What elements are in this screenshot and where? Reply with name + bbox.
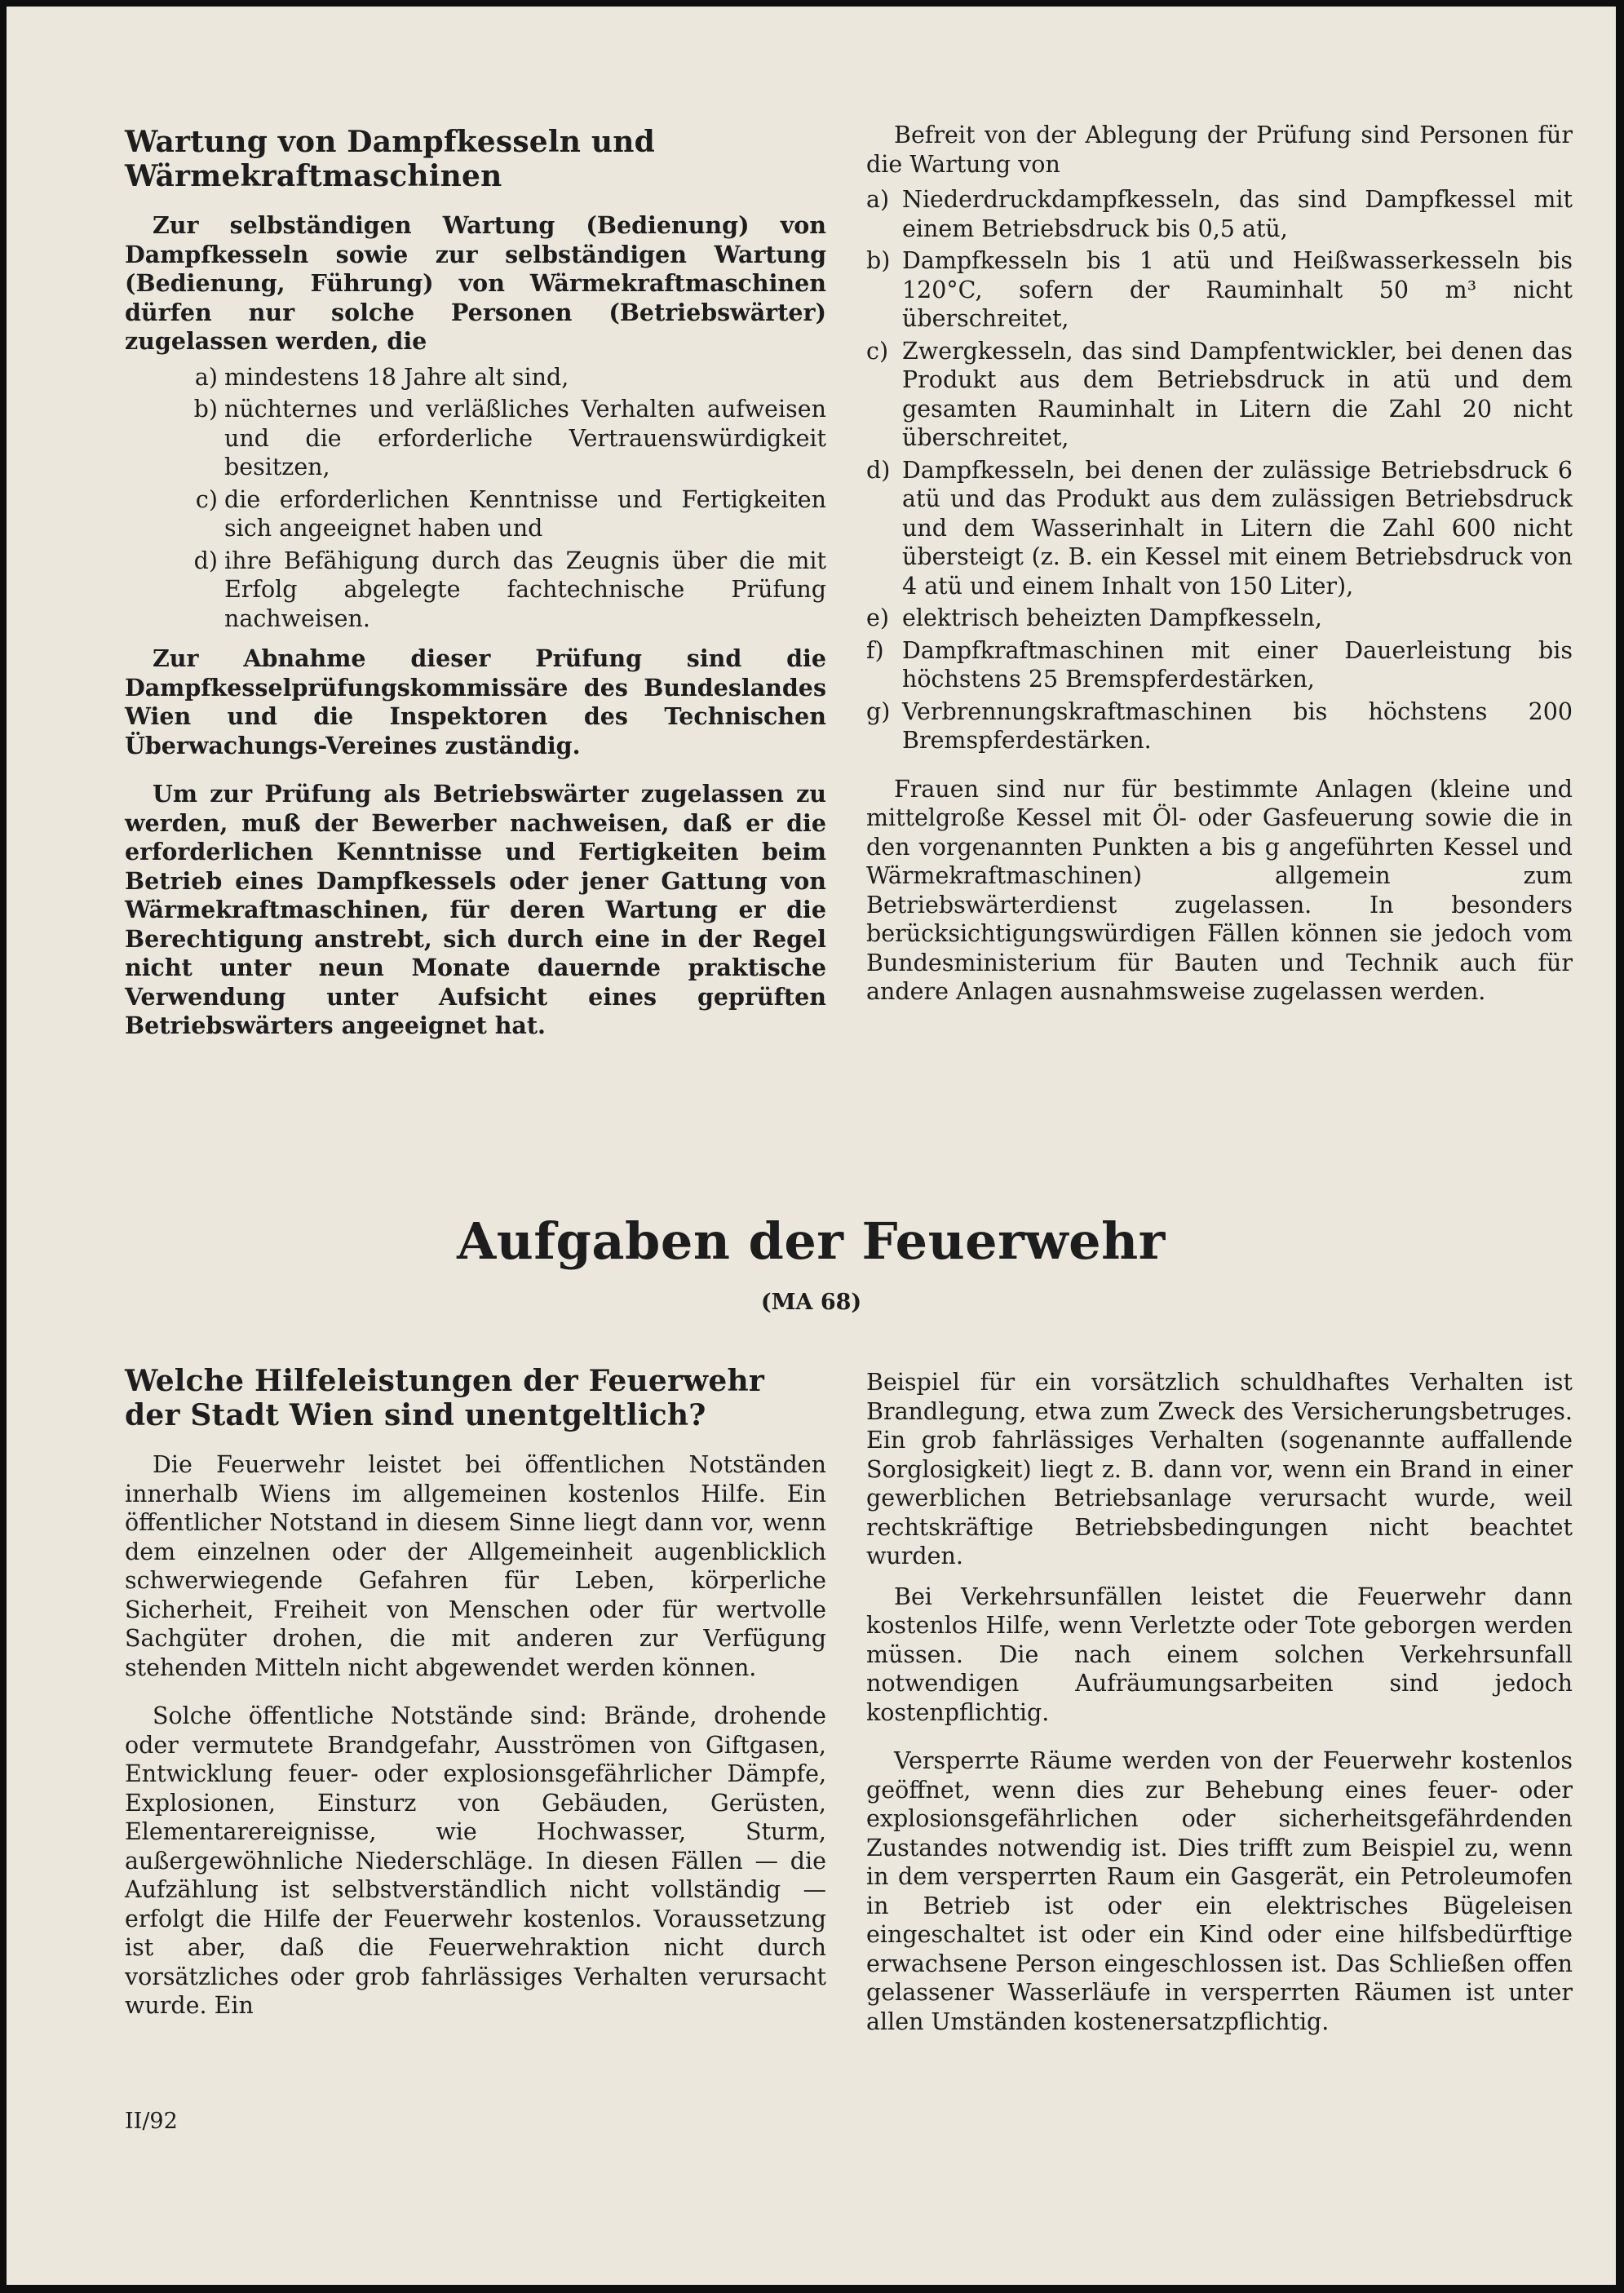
list-marker: b) xyxy=(193,396,218,423)
list-item xyxy=(866,246,1573,334)
list-marker: e) xyxy=(866,604,889,631)
document-page xyxy=(7,7,1616,2285)
list-item xyxy=(125,363,826,392)
paragraph: Solche öffentliche Notstände sind: Brände, drohende oder vermutete Brandgefahr, Ausströmen von Giftgasen, Entwicklung feuer- oder explosionsgefährlicher Dämpfe, Explosionen, Einsturz von Gebäuden, Gerüsten, Elementarereignisse, wie Hochwasser, Sturm, außergewöhnliche Niederschläge. In diesen Fällen — die Aufzählung ist selbstverständlich nicht vollständig — erfolgt die Hilfe der Feuerwehr kostenlos. Voraussetzung ist aber, daß die Feuerwehraktion nicht durch vorsätzliches oder grob fahrlässiges Verhalten verursacht wurde. Ein xyxy=(125,1702,826,2019)
list-item xyxy=(866,604,1573,633)
list-item-text: Zwergkesseln, das sind Dampfentwickler, bei denen das Produkt aus dem Betriebsdruck in atü und dem gesamten Rauminhalt in Litern die Zahl 20 nicht überschreitet, xyxy=(902,337,1573,451)
list-item xyxy=(866,636,1573,694)
paragraph: Bei Verkehrsunfällen leistet die Feuerwehr dann kostenlos Hilfe, wenn Verletzte oder Tote geborgen werden müssen. Die nach einem solchen Verkehrsunfall notwendigen Aufräumungsarbeiten sind jedoch kostenpflichtig. xyxy=(866,1583,1573,1726)
list-item-text: Dampfkesseln bis 1 atü und Heißwasserkesseln bis 120°C, sofern der Rauminhalt 50 m³ nicht überschreitet, xyxy=(902,247,1573,332)
list-marker: b) xyxy=(866,247,891,274)
list-marker: d) xyxy=(866,456,891,484)
paragraph: Die Feuerwehr leistet bei öffentlichen Notständen innerhalb Wiens im allgemeinen kostenlos Hilfe. Ein öffentlicher Notstand in diesem Sinne liegt dann vor, wenn dem einzelnen oder der Allgemeinheit augenblicklich schwerwiegende Gefahren für Leben, körperliche Sicherheit, Freiheit von Menschen oder für wertvolle Sachgüter drohen, die mit anderen zur Verfügung stehenden Mitteln nicht abgewendet werden können. xyxy=(125,1451,826,1681)
list-item xyxy=(125,395,826,482)
list-item xyxy=(866,456,1573,601)
paragraph: Befreit von der Ablegung der Prüfung sind Personen für die Wartung von xyxy=(866,122,1573,178)
section-title: Aufgaben der Feuerwehr xyxy=(457,1211,1166,1271)
paragraph: Um zur Prüfung als Betriebswärter zugelassen zu werden, muß der Bewerber nachweisen, daß er die erforderlichen Kenntnisse und Fertigkeiten beim Betrieb eines Dampfkessels oder jener Gattung von Wärmekraftmaschinen, für deren Wartung er die Berechtigung anstrebt, sich durch eine in der Regel nicht unter neun Monate dauernde praktische Verwendung unter Aufsicht eines geprüften Betriebswärters angeeignet hat. xyxy=(125,780,826,1039)
list-marker: a) xyxy=(866,186,890,213)
list-marker: g) xyxy=(866,697,891,725)
paragraph: Versperrte Räume werden von der Feuerwehr kostenlos geöffnet, wenn dies zur Behebung eines feuer- oder explosionsgefährlichen oder sicherheitsgefährdenden Zustandes notwendig ist. Dies trifft zum Beispiel zu, wenn in dem versperrten Raum ein Gasgerät, ein Petroleumofen in Betrieb ist oder ein elektrisches Bügeleisen eingeschaltet ist oder ein Kind oder eine hilfsbedürftige erwachsene Person eingeschlossen ist. Das Schließen offen gelassener Wasserläufe in versperrten Räumen ist unter allen Umständen kostenersatzpflichtig. xyxy=(866,1747,1573,2035)
paragraph: Frauen sind nur für bestimmte Anlagen (kleine und mittelgroße Kessel mit Öl- oder Gasfeuerung sowie die in den vorgenannten Punkten a bis g angeführten Kessel und Wärmekraftmaschinen) allgemein zum Betriebswärterdienst zugelassen. In besonders berücksichtigungswürdigen Fällen können sie jedoch vom Bundesministerium für Bauten und Technik auch für andere Anlagen ausnahmsweise zugelassen werden. xyxy=(866,775,1573,1005)
paragraph: Zur selbständigen Wartung (Bedienung) von Dampfkesseln sowie zur selbständigen Wartung (Bedienung, Führung) von Wärmekraftmaschinen dürfen nur solche Personen (Betriebswärter) zugelassen werden, die xyxy=(125,211,826,355)
section-subtitle: (MA 68) xyxy=(760,1290,862,1315)
paragraph: Zur Abnahme dieser Prüfung sind die Dampfkesselprüfungskommissäre des Bundeslandes Wien und die Inspektoren des Technischen Überwachungs-Vereines zuständig. xyxy=(125,644,826,759)
list-item-text: ihre Befähigung durch das Zeugnis über die mit Erfolg abgelegte fachtechnische Prüfung nachweisen. xyxy=(224,547,826,632)
list-item-text: Niederdruckdampfkesseln, das sind Dampfkessel mit einem Betriebsdruck bis 0,5 atü, xyxy=(902,186,1573,242)
list-item xyxy=(125,547,826,634)
bottom-left-column xyxy=(125,1364,826,2021)
exemptions-list xyxy=(866,185,1573,755)
list-item-text: die erforderlichen Kenntnisse und Fertigkeiten sich angeeignet haben und xyxy=(224,485,826,542)
list-item xyxy=(125,485,826,543)
paragraph: Beispiel für ein vorsätzlich schuldhaftes Verhalten ist Brandlegung, etwa zum Zweck des Versicherungsbetruges. Ein grob fahrlässiges Verhalten (sogenannte auffallende Sorglosigkeit) liegt z. B. dann vor, wenn ein Brand in einer gewerblichen Betriebsanlage verursacht wurde, weil rechtskräftige Betriebsbedingungen nicht beachtet wurden. xyxy=(866,1369,1573,1569)
section-heading-fire-brigade: Welche Hilfeleistungen der Feuerwehr der Stadt Wien sind unentgeltlich? xyxy=(125,1364,764,1432)
list-marker: c) xyxy=(195,485,218,513)
page-number: II/92 xyxy=(125,2109,178,2134)
bottom-right-column xyxy=(866,1368,1573,2036)
list-item-text: Dampfkesseln, bei denen der zulässige Betriebsdruck 6 atü und das Produkt aus dem zulässigen Betriebsdruck und dem Wasserinhalt in Litern die Zahl 600 nicht übersteigt (z. B. ein Kessel mit einem Betriebsdruck von 4 atü und einem Inhalt von 150 Liter), xyxy=(902,456,1573,600)
list-marker: f) xyxy=(866,636,884,664)
list-item xyxy=(866,697,1573,755)
list-item xyxy=(866,337,1573,453)
list-marker: d) xyxy=(193,547,218,574)
top-left-column xyxy=(125,125,826,1041)
section-heading-maintenance: Wartung von Dampfkesseln und Wärmekraftmaschinen xyxy=(125,125,655,193)
list-item xyxy=(866,185,1573,243)
list-item-text: nüchternes und verläßliches Verhalten aufweisen und die erforderliche Vertrauenswürdigkeit besitzen, xyxy=(224,396,826,480)
list-item-text: elektrisch beheizten Dampfkesseln, xyxy=(902,604,1322,631)
requirements-list xyxy=(125,363,826,634)
list-item-text: Verbrennungskraftmaschinen bis höchstens 200 Bremspferdestärken. xyxy=(902,697,1573,754)
top-right-column xyxy=(866,121,1573,1007)
list-item-text: mindestens 18 Jahre alt sind, xyxy=(224,363,569,391)
list-marker: c) xyxy=(866,337,889,365)
list-marker: a) xyxy=(194,363,218,391)
list-item-text: Dampfkraftmaschinen mit einer Dauerleistung bis höchstens 25 Bremspferdestärken, xyxy=(902,636,1573,693)
